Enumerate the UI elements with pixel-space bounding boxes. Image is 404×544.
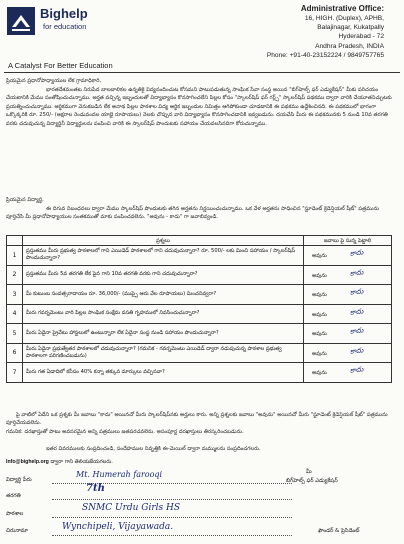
question-text: మీ కుటుంబ సంవత్సరాదాయం రూ. 36,000/- (ముప్ఫై ఆరు వేల రూపాయలు) మించనివ్వరా? [23,285,304,305]
row-number: 3 [7,285,23,305]
handwritten-answer: కాదు [349,306,364,317]
intro-paragraph: భారతదేశమంతట నిరుపేద బాలబాలికల ఉన్నతికై విద్యనందించుట కోసమని పాటుపడుతున్న సాంఘిక సేవా సంస్థ అయిన "బిగ్‌హెల్ప్ ఫర్ ఎడ్యుకేషన్" మీకు పరిచయం చేయటానికి మేము సంతోషించుచున్నాము. అర్హత వచ్చిన్న ఇబ్బందులతో విద్యాభ్యాసం కొనసాగించలేని పిల్లల కోసం "స్కాలర్‌షిప్ ఫర్ గర్ల్స్" స్కాలర్‌షిప్ పథకము ద్వారా వారికి చేయూతనిచ్చుటకు ప్రయత్నించుచున్నాము. ఆర్థికముగా వెనుకబడిన లేక అనాథ పిల్లల పాఠశాల విద్య ఆర్థిక ఇబ్బందుల నిమిత్తం ఆగిపోకుండా చూడటానికి ఈ పథకము ఉద్దేశించినది. ఈ పథకములో భాగంగా ఒక్కొక్కరికి రూ. 250/- (అక్షరాల రెండువందల యాభై రూపాయలు) నెలకు చొప్పున వారి విద్యాభ్యాసం కొనసాగించడానికి ఇవ్వబడును. దయచేసి మీరు ఈ పథకమునకు 5 నుండి 10వ తరగతి వరకు చదువుచున్న విద్యార్థినీ విద్యార్థులను పంపించి వారికి ఈ స్కాలర్‌షిప్ పొందుటకు సహాయం చేయవలసినదిగా కోరుచున్నాము. [6,87,392,127]
office-line: Balajinagar, Kukatpally [317,24,384,32]
handwritten-answer: కాదు [349,248,364,258]
question-text: ప్రస్తుతము మీరు ప్రభుత్వ పాఠశాలలో గాని ఎయిడెడ్ పాఠశాలలో గాని చదువుచున్నారా? రూ. 500/- లకు మించి సహాయం / స్కాలర్‌షిప్ పొందుచున్నారా? [23,246,304,266]
header-divider [4,72,400,73]
greeting-student: ప్రియమైన విద్యార్థి, [6,197,44,203]
handwritten-answer: కాదు [349,345,364,356]
signature-salutation: మీ [306,469,312,475]
question-text: మీరు ఏదైనా ప్రైవేటు హాస్టలులో ఉంటున్నారా లేక ఏదైనా సంస్థ నుండి సహాయం పొందుచున్నారా? [23,324,304,344]
answer-cell[interactable] [304,324,392,344]
office-phone: Phone: +91-40-23152224 / 9849757765 [266,51,384,59]
table-row [7,324,392,344]
class-line [52,499,292,500]
answer-cell[interactable] [304,363,392,383]
school-label: పాఠశాల [6,511,24,517]
address-line [52,535,292,536]
email-suffix: ద్వారా గాని తెలియజేయగలరు. [50,459,113,465]
header-cell [7,236,23,246]
row-number: 5 [7,324,23,344]
tagline: A Catalyst For Better Education [8,61,113,70]
answer-yes[interactable]: అవును [312,272,327,279]
table-row [7,285,392,305]
table-row [7,343,392,363]
signature-organization: బిగ్‌హెల్ప్ ఫర్ ఎడ్యుకేషన్ [286,478,338,484]
attachment-note: గమనిక: దరఖాస్తుతో పాటు అవసరమైన అన్ని పత్రములు జతపరచవలెను. అసంపూర్ణ దరఖాస్తులు తిరస్కరించబడును. [6,429,244,435]
office-title: Administrative Office: [300,4,384,13]
table-row [7,363,392,383]
row-number: 6 [7,343,23,363]
handwritten-answer: కాదు [349,365,364,375]
school-line [52,517,292,518]
answer-cell[interactable] [304,265,392,285]
answer-yes[interactable]: అవును [312,350,327,357]
row-number: 7 [7,363,23,383]
question-text: మీరు గత ఏడాదిలో కనీసం 40% కన్నా తక్కువ మార్కులు వచ్చినవా? [23,363,304,383]
school-value[interactable]: SNMC Urdu Girls HS [82,503,181,513]
handwritten-answer: కాదు [349,287,364,297]
row-number: 4 [7,304,23,324]
office-line: Andhra Pradesh, INDIA [315,42,384,50]
answer-yes[interactable]: అవును [312,292,327,298]
handwritten-answer: కాదు [349,326,364,336]
student-name-value[interactable]: Mt. Humerah farooqi [76,470,163,479]
contact-email-line [6,458,113,466]
brand-name: Bighelp [40,6,88,21]
table-row [7,246,392,266]
answer-cell[interactable] [304,304,392,324]
answer-cell[interactable] [304,285,392,305]
header-questions: ప్రశ్నలు [23,236,304,246]
question-text: మీరు గవర్నమెంటు వారి పిల్లల సాంఘిక సంక్షేమ వసతి గృహములో నివసించుచున్నారా? [23,304,304,324]
office-line: Hyderabad - 72 [338,33,384,41]
founder-title: ఫౌండర్ & ప్రెసిడెంట్ [318,528,360,534]
table-header-row [7,236,392,246]
contact-email[interactable]: Info@bighelp.org [6,459,49,465]
answer-yes[interactable]: అవును [312,370,327,376]
row-number: 1 [7,246,23,266]
question-text: మీరు ఏదైనా ప్రభుత్వేతర పాఠశాలలో చదువుచున్నారా? (గమనిక - గవర్నమెంటు ఎయిడెడ్ ద్వారా నడుపుచున్న పాఠశాల ప్రభుత్వ పాఠశాలగా పరిగణించబడును) [23,343,304,363]
eligibility-note: పై వాటిలో ఏదేని ఒక ప్రశ్నకు మీ జవాబు "కాదు" అయినచో మీరు స్కాలర్‌షిప్‌నకు అర్హులు కారు. అన్ని ప్రశ్నలకు జవాబు "అవును" అయినచో మీరు "స్టూడెంట్ క్రెడెన్షియల్ షీట్" పత్రమును పూర్తిచేయవలెను. [6,412,388,427]
answer-cell[interactable] [304,246,392,266]
bighelp-logo-icon [6,6,36,36]
question-text: ప్రస్తుతము మీరు 5వ తరగతి లేక పైన గాని 10వ తరగతి వరకు గాని చదువుచున్నారా? [23,265,304,285]
instructions-paragraph: ఈ దిగువ నిబంధనలు ద్వారా మేము స్కాలర్‌షిప్ పొందుటకు తగిన అర్హతను నిర్ణయించుచున్నాము. ఒక వేళ అర్హతను సాధించిన "స్టూడెంట్ క్రెడెన్షియల్ షీట్" పత్రమును పూర్తిచేసి మీ ప్రధానోపాధ్యాయుల సంతకముతో మాకు పంపించవలెను. "అవును - కాదు" గా జవాబివ్వండి. [6,206,380,221]
answer-yes[interactable]: అవును [312,331,327,337]
student-name-label: విద్యార్థి పేరు [6,477,32,483]
greeting-headmaster: ప్రియమైన ప్రధానోపాధ్యాయుల లేక గ్రామాధికారి, [6,78,102,84]
eligibility-table [6,235,392,383]
answer-yes[interactable]: అవును [312,311,327,318]
address-label: చిరునామా [6,528,29,534]
row-number: 2 [7,265,23,285]
answer-yes[interactable]: అవును [312,253,327,259]
answer-cell[interactable] [304,343,392,363]
header-answers: జవాబు పై సున్న పెట్టాలి [304,236,392,246]
office-line: 16, HIGH. (Duplex), APHB, [304,15,384,22]
table-row [7,265,392,285]
table-row [7,304,392,324]
brand-subtitle: for education [43,22,87,31]
contact-note: ఇతర వివరములకు సంప్రదించండి, సందేహముల నివృత్తికి ఈ-మెయిల్ ద్వారా మమ్ములను సంప్రదించగలరు. [46,446,261,452]
class-value[interactable]: 7th [86,483,105,494]
address-value[interactable]: Wynchipeli, Vijayawada. [62,522,174,532]
office-address [234,3,384,60]
handwritten-answer: కాదు [349,267,364,278]
class-label: తరగతి [6,493,21,499]
